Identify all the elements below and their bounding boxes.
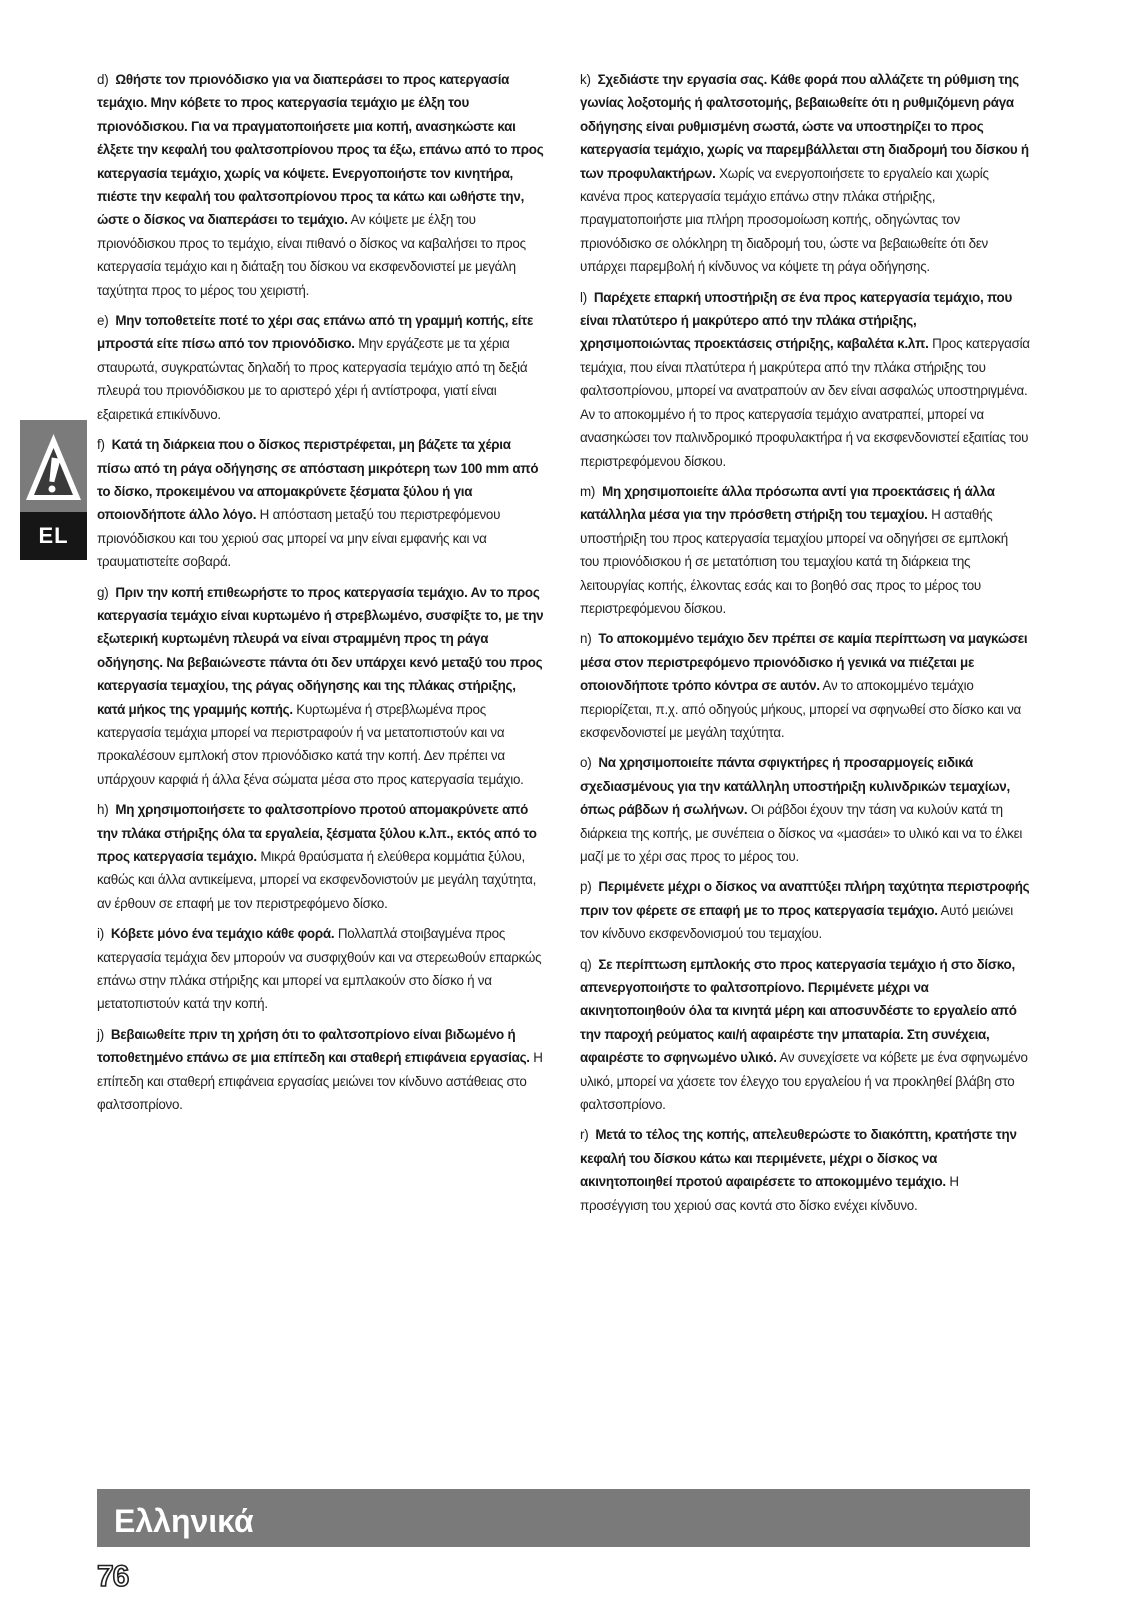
language-banner: Ελληνικά <box>97 1489 1030 1547</box>
safety-item-d: d) Ωθήστε τον πριονόδισκο για να διαπεράσει το προς κατεργασία τεμάχιο. Μην κόβετε το προς κατεργασία τεμάχιο με έλξη του πριονόδισκου. Για να πραγματοποιήσετε μια κοπή, ανασηκώστε και έλξετε την κεφαλή του φαλτσοπρίονου προς τα έξω, επάνω από το προς κατεργασία τεμάχιο, χωρίς να κόψετε. Ενεργοποιήστε τον κινητήρα, πιέστε την κεφαλή του φαλτσοπρίονου προς τα κάτω και ωθήστε την, ώστε ο δίσκος να διαπεράσει το τεμάχιο. Αν κόψετε με έλξη του πριονόδισκου προς το τεμάχιο, είναι πιθανό ο δίσκος να καβαλήσει το προς κατεργασία τεμάχιο και η διάταξη του δίσκου να εκσφενδονιστεί με μεγάλη ταχύτητα προς το μέρος του χειριστή. <box>97 72 544 298</box>
warning-box <box>20 420 87 512</box>
safety-item-h: h) Μη χρησιμοποιήσετε το φαλτσοπρίονο προτού απομακρύνετε από την πλάκα στήριξης όλα τα εργαλεία, ξέσματα ξύλου κ.λπ., εκτός από το προς κατεργασία τεμάχιο. Μικρά θραύσματα ή ελεύθερα κομμάτια ξύλου, καθώς και άλλα αντικείμενα, μπορεί να εκσφενδονιστούν με μεγάλη ταχύτητα, αν έρθουν σε επαφή με τον περιστρεφόμενο δίσκο. <box>97 802 537 911</box>
right-column <box>580 68 1030 1224</box>
safety-item-i: i) Κόβετε μόνο ένα τεμάχιο κάθε φορά. Πολλαπλά στοιβαγμένα προς κατεργασία τεμάχια δεν μπορούν να συσφιχθούν και να στερεωθούν επαρκώς επάνω στην πλάκα στήριξης και μπορεί να εμπλακούν στο δίσκο ή να μετατοπιστούν κατά την κοπή. <box>97 926 542 1012</box>
safety-item-k: k) Σχεδιάστε την εργασία σας. Κάθε φορά που αλλάζετε τη ρύθμιση της γωνίας λοξοτομής ή φαλτσοτομής, βεβαιωθείτε ότι η ρυθμιζόμενη ράγα οδήγησης είναι ρυθμισμένη σωστά, ώστε να υποστηρίζει το προς κατεργασία τεμάχιο, χωρίς να παρεμβάλλεται στη διαδρομή του δίσκου ή των προφυλακτήρων. Χωρίς να ενεργοποιήσετε το εργαλείο και χωρίς κανένα προς κατεργασία τεμάχιο επάνω στην πλάκα στήριξης, πραγματοποιήστε μια πλήρη προσομοίωση κοπής, οδηγώντας τον πριονόδισκο σε ολόκληρη τη διαδρομή του, ώστε να βεβαιωθείτε ότι δεν υπάρχει παρεμβολή ή κίνδυνος να κόψετε τη ράγα οδήγησης. <box>580 72 1029 275</box>
safety-item-o: o) Να χρησιμοποιείτε πάντα σφιγκτήρες ή προσαρμογείς ειδικά σχεδιασμένους για την κατάλληλη υποστήριξη κυλινδρικών τεμαχίων, όπως ράβδων ή σωλήνων. Οι ράβδοι έχουν την τάση να κυλούν κατά τη διάρκεια της κοπής, με συνέπεια ο δίσκος να «μασάει» το υλικό και να το έλκει μαζί με το χέρι σας προς το μέρος του. <box>580 755 1023 864</box>
safety-item-f: f) Κατά τη διάρκεια που ο δίσκος περιστρέφεται, μη βάζετε τα χέρια πίσω από τη ράγα οδήγησης σε απόσταση μικρότερη των 100 mm από το δίσκο, προκειμένου να απομακρύνετε ξέσματα ξύλου ή για οποιονδήποτε άλλο λόγο. Η απόσταση μεταξύ του περιστρεφόμενου πριονόδισκου και του χεριού σας μπορεί να μην είναι εμφανής και να τραυματιστείτε σοβαρά. <box>97 437 539 570</box>
safety-item-j: j) Βεβαιωθείτε πριν τη χρήση ότι το φαλτσοπρίονο είναι βιδωμένο ή τοποθετημένο επάνω σε μια επίπεδη και σταθερή επιφάνεια εργασίας. Η επίπεδη και σταθερή επιφάνεια εργασίας μειώνει τον κίνδυνο αστάθειας στο φαλτσοπρίονο. <box>97 1026 543 1113</box>
safety-item-m: m) Μη χρησιμοποιείτε άλλα πρόσωπα αντί για προεκτάσεις ή άλλα κατάλληλα μέσα για την πρόσθετη στήριξη του τεμαχίου. Η ασταθής υποστήριξη του προς κατεργασία τεμαχίου μπορεί να οδηγήσει σε εμπλοκή του πριονόδισκου ή σε μετατόπιση του τεμαχίου κατά τη διάρκεια της λειτουργίας κοπής, έλκοντας εσάς και το βοηθό σας προς το μέρος του περιστρεφόμενου δίσκου. <box>580 483 1008 616</box>
safety-item-r: r) Μετά το τέλος της κοπής, απελευθερώστε το διακόπτη, κρατήστε την κεφαλή του δίσκου κάτω και περιμένετε, μέχρι ο δίσκος να ακινητοποιηθεί προτού αφαιρέσετε το αποκομμένο τεμάχιο. Η προσέγγιση του χεριού σας κοντά στο δίσκο ενέχει κίνδυνο. <box>580 1127 1017 1213</box>
left-column <box>97 68 547 1123</box>
safety-item-q: q) Σε περίπτωση εμπλοκής στο προς κατεργασία τεμάχιο ή στο δίσκο, απενεργοποιήστε το φαλτσοπρίονο. Περιμένετε μέχρι να ακινητοποιηθούν όλα τα κινητά μέρη και αποσυνδέστε το εργαλείο από την παροχή ρεύματος και/ή αφαιρέστε την μπαταρία. Στη συνέχεια, αφαιρέστε το σφηνωμένο υλικό. Αν συνεχίσετε να κόβετε με ένα σφηνωμένο υλικό, μπορεί να χάσετε τον έλεγχο του εργαλείου ή να προκληθεί βλάβη στο φαλτσοπρίονο. <box>580 956 1028 1113</box>
safety-item-g: g) Πριν την κοπή επιθεωρήστε το προς κατεργασία τεμάχιο. Αν το προς κατεργασία τεμάχιο είναι κυρτωμένο ή στρεβλωμένο, συσφίξτε το, με την εξωτερική κυρτωμένη πλευρά να είναι στραμμένη προς τη ράγα οδήγησης. Να βεβαιώνεστε πάντα ότι δεν υπάρχει κενό μεταξύ του προς κατεργασία τεμαχίου, της ράγας οδήγησης και της πλάκας στήριξης, κατά μήκος της γραμμής κοπής. Κυρτωμένα ή στρεβλωμένα προς κατεργασία τεμάχια μπορεί να περιστραφούν ή να μετατοπιστούν και να προκαλέσουν εμπλοκή στον πριονόδισκο κατά την κοπή. Δεν πρέπει να υπάρχουν καρφιά ή άλλα ξένα σώματα μέσα στο προς κατεργασία τεμάχιο. <box>97 584 544 787</box>
safety-item-n: n) Το αποκομμένο τεμάχιο δεν πρέπει σε καμία περίπτωση να μαγκώσει μέσα στον περιστρεφόμενο πριονόδισκο ή γενικά να πιέζεται με οποιονδήποτε τρόπο κόντρα σε αυτόν. Αν το αποκομμένο τεμάχιο περιορίζεται, π.χ. από οδηγούς μήκους, μπορεί να σφηνωθεί στο δίσκο και να εκσφενδονιστεί με μεγάλη ταχύτητα. <box>580 631 1028 740</box>
language-side-tab <box>20 420 87 560</box>
safety-item-p: p) Περιμένετε μέχρι ο δίσκος να αναπτύξει πλήρη ταχύτητα περιστροφής πριν τον φέρετε σε επαφή με το προς κατεργασία τεμάχιο. Αυτό μειώνει τον κίνδυνο εκσφενδονισμού του τεμαχίου. <box>580 879 1030 942</box>
safety-item-e: e) Μην τοποθετείτε ποτέ το χέρι σας επάνω από τη γραμμή κοπής, είτε μπροστά είτε πίσω από τον πριονόδισκο. Μην εργάζεστε με τα χέρια σταυρωτά, συγκρατώντας δηλαδή το προς κατεργασία τεμάχιο από τη δεξιά πλευρά του πριονόδισκου με το αριστερό χέρι ή αντίστροφα, γιατί είναι εξαιρετικά επικίνδυνο. <box>97 313 534 422</box>
language-code: EL <box>20 512 87 560</box>
safety-item-l: l) Παρέχετε επαρκή υποστήριξη σε ένα προς κατεργασία τεμάχιο, που είναι πλατύτερο ή μακρύτερο από την πλάκα στήριξης, χρησιμοποιώντας προεκτάσεις στήριξης, καβαλέτα κ.λπ. Προς κατεργασία τεμάχια, που είναι πλατύτερα ή μακρύτερα από την πλάκα στήριξης του φαλτσοπρίονου, μπορεί να ανατραπούν αν δεν είναι ασφαλώς υποστηριγμένα. Αν το αποκομμένο ή το προς κατεργασία τεμάχιο ανατραπεί, μπορεί να ανασηκώσει τον παλινδρομικό προφυλακτήρα ή να εκσφενδονιστεί εξαιτίας του περιστρεφόμενου δίσκου. <box>580 289 1030 469</box>
warning-triangle-icon <box>20 420 87 512</box>
page-number: 76 <box>97 1560 129 1593</box>
